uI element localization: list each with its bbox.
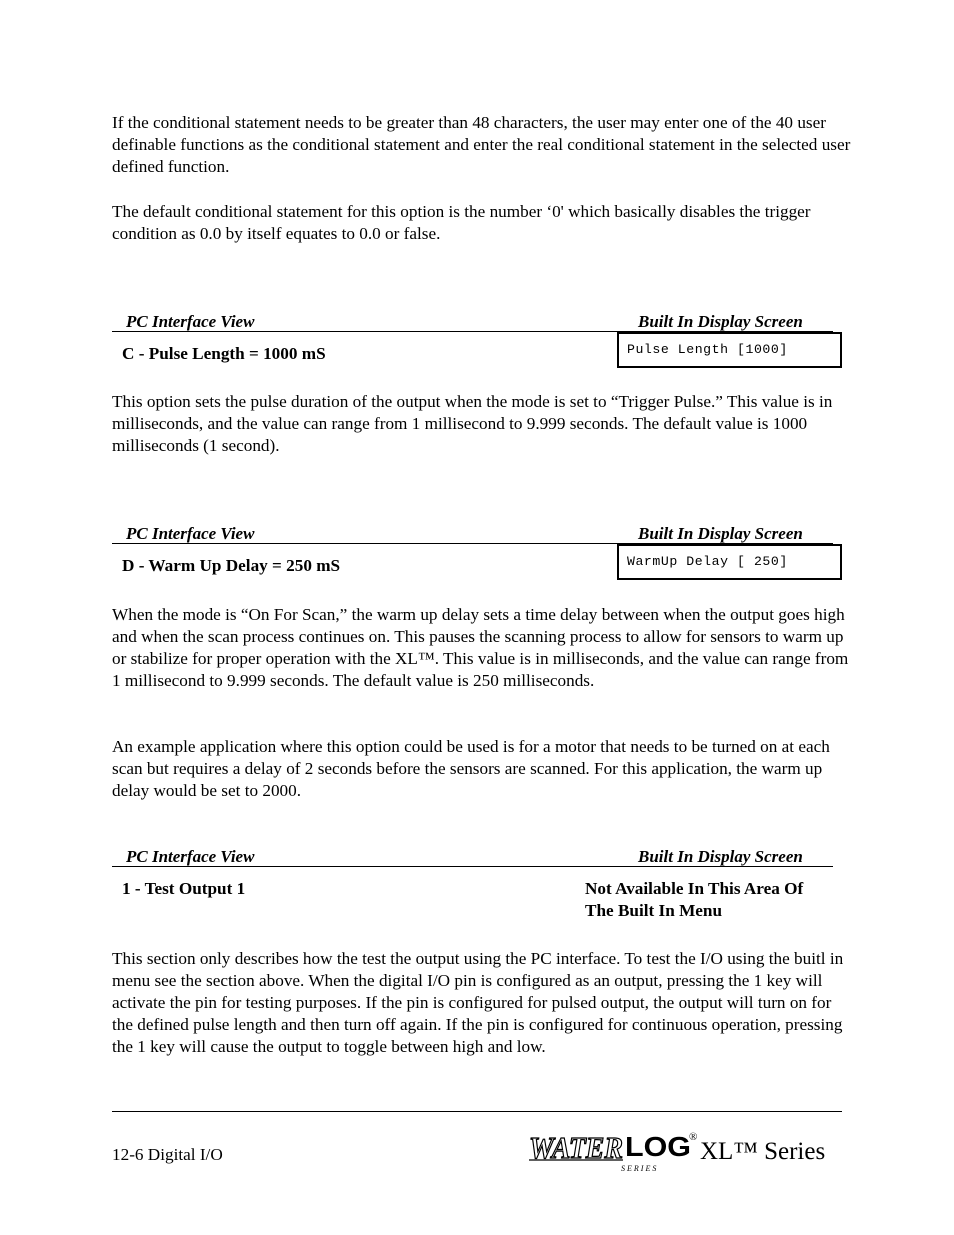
waterlog-logo	[527, 1125, 702, 1173]
series-title: XL™ Series	[700, 1138, 826, 1165]
footer-page-reference: 12-6 Digital I/O	[112, 1145, 223, 1164]
pc-interface-header: PC Interface View	[126, 524, 255, 543]
not-available-note-line1: Not Available In This Area Of	[585, 879, 804, 898]
logo-registered-mark: ®	[689, 1131, 698, 1143]
not-available-note-line2: The Built In Menu	[585, 901, 723, 920]
paragraph-default-conditional: The default conditional statement for this option is the number ‘0' which basically disables the trigger condition as 0.0 by itself equates to 0.0 or false.	[112, 202, 811, 243]
display-screen-header: Built In Display Screen	[638, 312, 803, 331]
logo-log-text: LOG	[625, 1131, 691, 1162]
test-output-label: 1 - Test Output 1	[122, 879, 246, 898]
header-rule	[112, 866, 833, 867]
logo-water-text: WATER	[529, 1130, 623, 1165]
warm-up-delay-display-screen: WarmUp Delay [ 250]	[617, 544, 842, 580]
paragraph-pulse-length: This option sets the pulse duration of the output when the mode is set to “Trigger Pulse.” This value is in milliseconds, and the value can range from 1 millisecond to 9.999 seconds. The default value is 1000 milliseconds (1 second).	[112, 392, 833, 455]
pc-interface-header: PC Interface View	[126, 847, 255, 866]
display-screen-header: Built In Display Screen	[638, 847, 803, 866]
footer-rule	[112, 1111, 842, 1112]
pc-interface-header: PC Interface View	[126, 312, 255, 331]
pulse-length-label: C - Pulse Length = 1000 mS	[122, 344, 326, 363]
paragraph-example-application: An example application where this option could be used is for a motor that needs to be turned on at each scan but requires a delay of 2 seconds before the sensors are scanned. For this application, the warm up delay would be set to 2000.	[112, 737, 830, 800]
pulse-length-display-screen: Pulse Length [1000]	[617, 332, 842, 368]
paragraph-conditional-length: If the conditional statement needs to be greater than 48 characters, the user may enter one of the 40 user definable functions as the conditional statement and enter the real conditional statement in the selected user defined function.	[112, 113, 851, 176]
paragraph-warm-up-delay: When the mode is “On For Scan,” the warm up delay sets a time delay between when the output goes high and when the scan process continues on. This pauses the scanning process to allow for sensors to warm up or stabilize for proper operation with the XL™. This value is in milliseconds, and the value can range from 1 millisecond to 9.999 seconds. The default value is 250 milliseconds.	[112, 605, 849, 690]
paragraph-test-output: This section only describes how the test the output using the PC interface. To test the I/O using the buitl in menu see the section above. When the digital I/O pin is configured as an output, pressing the 1 key will activate the pin for testing purposes. If the pin is configured for pulsed output, the output will turn on for the defined pulse length and then turn off again. If the pin is configured for continuous operation, pressing the 1 key will cause the output to toggle between high and low.	[112, 949, 844, 1056]
display-screen-header: Built In Display Screen	[638, 524, 803, 543]
logo-series-text: S E R I E S	[621, 1164, 657, 1173]
warm-up-delay-label: D - Warm Up Delay = 250 mS	[122, 556, 341, 575]
